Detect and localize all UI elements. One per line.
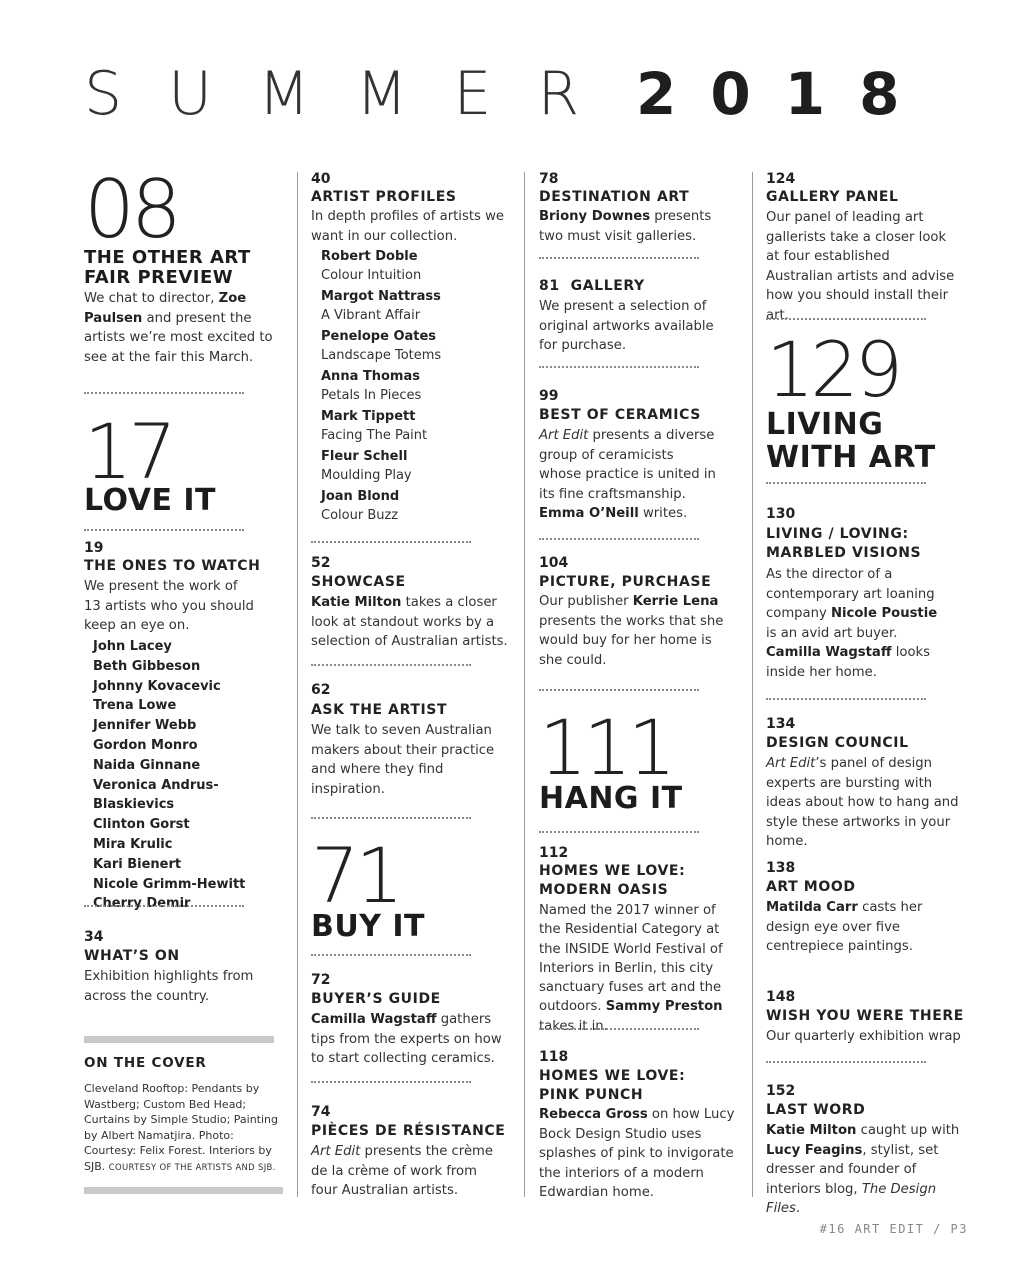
article-desc: Art Edit presents a diverse group of ceramicists whose practice is united in its fine craftsmanship. Emma O’Neill writes. <box>539 428 716 522</box>
masthead <box>84 59 954 129</box>
divider <box>539 538 699 540</box>
profile-list <box>311 247 511 527</box>
page-number: 34 <box>84 929 104 945</box>
page-number: 152 <box>766 1083 796 1099</box>
article-desc: We present the work of 13 artists who you should keep an eye on. <box>84 579 254 634</box>
article-title: ASK THE ARTIST <box>311 702 448 718</box>
feature-desc: We chat to director, Zoe Paulsen and present the artists we’re most excited to see at the fair this March. <box>84 291 273 365</box>
profile-artist: Margot Nattrass <box>321 289 441 304</box>
feature-title: THE OTHER ART FAIR PREVIEW <box>84 247 251 288</box>
section-number: 17 <box>84 407 173 496</box>
article-title: ART MOOD <box>766 879 856 895</box>
divider <box>539 366 699 368</box>
article-desc: Katie Milton takes a closer look at standout works by a selection of Australian artists. <box>311 595 508 650</box>
page-number: 148 <box>766 989 796 1005</box>
artist-name: Mira Krulic <box>93 836 173 852</box>
column-divider <box>752 172 753 1197</box>
article-title: PICTURE, PURCHASE <box>539 574 712 590</box>
section-title: LIVING WITH ART <box>766 407 936 475</box>
section-number: 129 <box>766 325 900 414</box>
section-number: 111 <box>539 703 673 792</box>
profile-title: Petals In Pieces <box>321 388 422 403</box>
profile-artist: Robert Doble <box>321 249 418 264</box>
article-desc: Our quarterly exhibition wrap <box>766 1029 961 1044</box>
artist-name: Clinton Gorst <box>93 817 190 833</box>
profile-artist: Joan Blond <box>321 489 400 504</box>
profile-artist: Penelope Oates <box>321 329 437 344</box>
article-title: HOMES WE LOVE: PINK PUNCH <box>539 1068 686 1103</box>
article-desc: Our publisher Kerrie Lena presents the works that she would buy for her home is she could. <box>539 594 724 668</box>
masthead-year: 2018 <box>636 60 934 128</box>
divider <box>766 482 926 484</box>
article-desc: Our panel of leading art gallerists take a closer look at four established Australian artists and advise how you should install their art. <box>766 210 955 323</box>
article-title: LAST WORD <box>766 1102 866 1118</box>
article-title: DESIGN COUNCIL <box>766 735 909 751</box>
article-title: WHAT’S ON <box>84 948 180 964</box>
article-desc: Camilla Wagstaff gathers tips from the experts on how to start collecting ceramics. <box>311 1012 502 1067</box>
article-title: SHOWCASE <box>311 574 406 590</box>
article-desc: Rebecca Gross on how Lucy Bock Design Studio uses splashes of pink to invigorate the interiors of a modern Edwardian home. <box>539 1107 735 1201</box>
article-desc: Katie Milton caught up with Lucy Feagins, stylist, set dresser and founder of interiors blog, The Design Files. <box>766 1123 960 1217</box>
cover-credits: Cleveland Rooftop: Pendants by Wastberg; Custom Bed Head; Curtains by Simple Studio; Painting by Albert Namatjira. Photo: Courtesy: Felix Forest. Interiors by SJB. COURTESY OF THE ARTISTS AND SJB. <box>84 1082 278 1173</box>
artist-name: Gordon Monro <box>93 737 198 753</box>
profile-title: Moulding Play <box>321 468 412 483</box>
page-number: 78 <box>539 171 559 187</box>
artist-name: Jennifer Webb <box>93 718 197 734</box>
article-title: HOMES WE LOVE: MODERN OASIS <box>539 863 686 898</box>
article-title: 81 GALLERY <box>539 278 645 294</box>
article-desc: Art Edit presents the crème de la crème of work from four Australian artists. <box>311 1144 494 1199</box>
divider <box>766 318 926 320</box>
divider <box>539 1028 699 1030</box>
divider <box>311 664 471 666</box>
section-number: 71 <box>311 831 400 920</box>
artist-name: Kari Bienert <box>93 856 182 872</box>
profile-artist: Fleur Schell <box>321 449 408 464</box>
divider <box>539 689 699 691</box>
article-desc: Briony Downes presents two must visit galleries. <box>539 209 712 244</box>
divider <box>311 1081 471 1083</box>
article-desc: We present a selection of original artworks available for purchase. <box>539 299 714 354</box>
page-number: 112 <box>539 845 569 861</box>
page-number: 134 <box>766 716 796 732</box>
artist-list <box>84 637 294 914</box>
section-title: LOVE IT <box>84 483 217 518</box>
artist-name: John Lacey <box>93 639 172 654</box>
page-footer: #16 ART EDIT / P3 <box>819 1222 968 1236</box>
page-number: 40 <box>311 171 331 187</box>
divider <box>539 831 699 833</box>
page-number: 99 <box>539 388 559 404</box>
column-divider <box>297 172 298 1197</box>
article-title: DESTINATION ART <box>539 189 690 205</box>
section-title: HANG IT <box>539 781 683 816</box>
article-desc: Exhibition highlights from across the country. <box>84 969 254 1004</box>
feature-number: 08 <box>84 163 178 256</box>
divider <box>539 257 699 259</box>
article-title: BEST OF CERAMICS <box>539 407 701 423</box>
column-divider <box>524 172 525 1197</box>
divider <box>84 905 244 907</box>
article-title: ARTIST PROFILES <box>311 189 457 205</box>
cover-bar <box>84 1036 274 1043</box>
article-title: GALLERY PANEL <box>766 189 899 205</box>
page-number: 118 <box>539 1049 569 1065</box>
article-desc: We talk to seven Australian makers about their practice and where they find inspiration. <box>311 723 495 797</box>
article-desc: Matilda Carr casts her design eye over five centrepiece paintings. <box>766 900 923 955</box>
profile-title: Colour Intuition <box>321 268 422 283</box>
article-desc: Named the 2017 winner of the Residential Category at the INSIDE World Festival of Interiors in Berlin, this city sanctuary fuses art and the outdoors. Sammy Preston takes it in. <box>539 903 723 1034</box>
artist-name: Beth Gibbeson <box>93 658 201 674</box>
profile-title: A Vibrant Affair <box>321 308 421 323</box>
divider <box>311 817 471 819</box>
page-number: 124 <box>766 171 796 187</box>
article-title: LIVING / LOVING: MARBLED VISIONS <box>766 526 922 561</box>
section-title: BUY IT <box>311 909 426 944</box>
divider <box>766 698 926 700</box>
page-number: 104 <box>539 555 569 571</box>
article-title: THE ONES TO WATCH <box>84 558 261 574</box>
divider <box>311 954 471 956</box>
article-title: WISH YOU WERE THERE <box>766 1008 964 1024</box>
article-title: PIÈCES DE RÉSISTANCE <box>311 1123 506 1139</box>
article-title: BUYER’S GUIDE <box>311 991 441 1007</box>
artist-name: Naida Ginnane <box>93 757 201 773</box>
cover-bar <box>84 1187 283 1194</box>
profile-title: Facing The Paint <box>321 428 428 443</box>
profile-artist: Mark Tippett <box>321 409 416 424</box>
divider <box>311 541 471 543</box>
page-number: 130 <box>766 506 796 522</box>
divider <box>766 1061 926 1063</box>
artist-name: Veronica Andrus-Blaskievics <box>93 777 219 813</box>
article-desc: As the director of a contemporary art loaning company Nicole Poustie is an avid art buyer. Camilla Wagstaff looks inside her home. <box>766 567 938 680</box>
page-number: 52 <box>311 555 331 571</box>
page-number: 62 <box>311 682 331 698</box>
profile-title: Landscape Totems <box>321 348 442 363</box>
divider <box>84 392 244 394</box>
profile-title: Colour Buzz <box>321 508 399 523</box>
artist-name: Johnny Kovacevic <box>93 678 221 694</box>
cover-title: ON THE COVER <box>84 1055 207 1071</box>
artist-name: Cherry Demir <box>93 896 191 912</box>
page-number: 74 <box>311 1104 331 1120</box>
artist-name: Trena Lowe <box>93 698 177 714</box>
divider <box>84 529 244 531</box>
profile-artist: Anna Thomas <box>321 369 420 384</box>
page-number: 138 <box>766 860 796 876</box>
page-number: 19 <box>84 540 104 556</box>
masthead-season: SUMMER <box>84 59 626 129</box>
article-desc: In depth profiles of artists we want in our collection. <box>311 209 504 244</box>
artist-name: Nicole Grimm-Hewitt <box>93 876 246 892</box>
article-desc: Art Edit’s panel of design experts are bursting with ideas about how to hang and style these artworks in your home. <box>766 756 959 850</box>
page-number: 72 <box>311 972 331 988</box>
